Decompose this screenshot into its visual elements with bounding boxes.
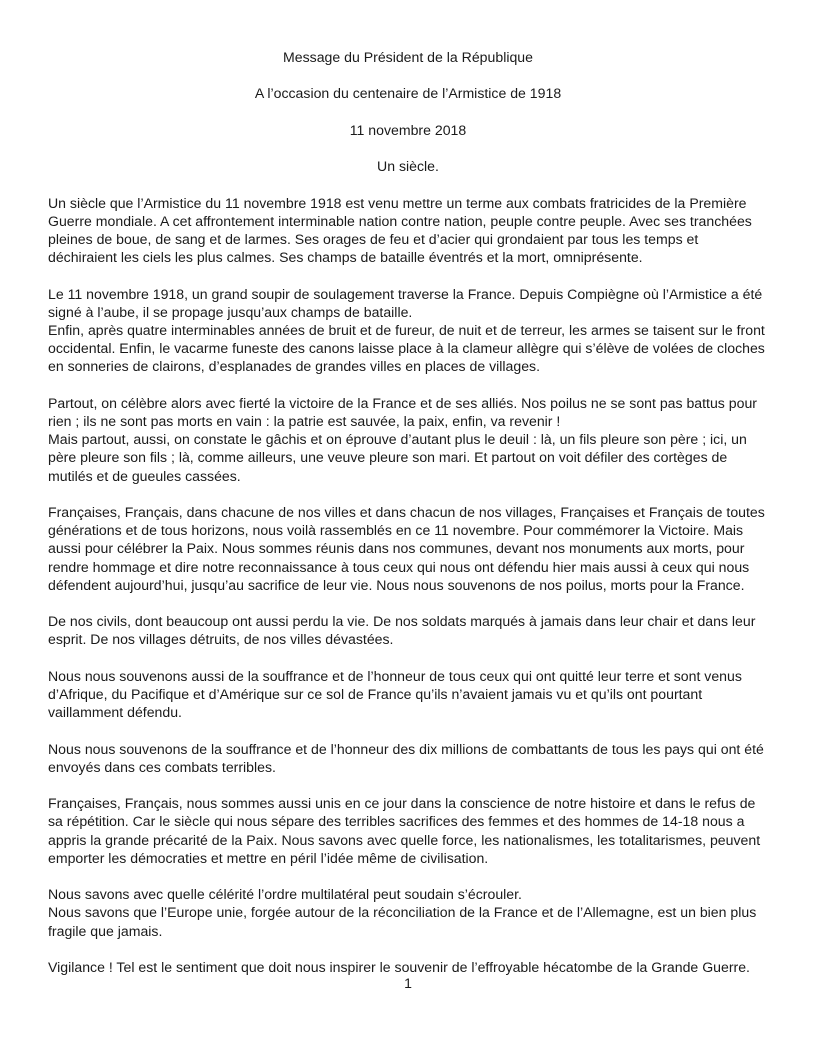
paragraph-8 [48, 794, 768, 867]
paragraph-5 [48, 612, 768, 648]
document-title: Message du Président de la République [283, 49, 533, 65]
document-date: 11 novembre 2018 [349, 121, 467, 138]
paragraph-line: Françaises, Français, nous sommes aussi unis en ce jour dans la conscience de notre histoire et dans le refus de sa répétition. Car le siècle qui nous sépare des terribles sacrifices des femmes et des hommes de 14-18 nous a appris la grande précarité de la Paix. Nous savons avec quelle force, les nationalismes, les totalitarismes, peuvent emporter les démocraties et mettre en péril l’idée même de civilisation. [48, 795, 761, 866]
page-number: 1 [404, 975, 412, 991]
opening-line: Un siècle. [377, 158, 439, 175]
paragraph-line: Nous savons avec quelle célérité l’ordre multilatéral peut soudain s’écrouler. [48, 886, 522, 903]
paragraph-line: Partout, on célèbre alors avec fierté la victoire de la France et de ses alliés. Nos poilus ne se sont pas battus pour rien ; ils ne sont pas morts en vain : la patrie est sauvée, la paix, enfin, va revenir ! [48, 394, 757, 429]
paragraph-line: Un siècle que l’Armistice du 11 novembre 1918 est venu mettre un terme aux combats fratricides de la Première Guerre mondiale. A cet affrontement interminable nation contre nation, peuple contre peuple. Avec ses tranchées pleines de boue, de sang et de larmes. Ses orages de feu et d’acier qui grondaient par tous les temps et déchiraient les ciels les plus calmes. Ses champs de bataille éventrés et la mort, omniprésente. [48, 194, 752, 266]
paragraph-line: Nous savons que l’Europe unie, forgée autour de la réconciliation de la France et de l’Allemagne, est un bien plus fragile que jamais. [48, 904, 757, 939]
paragraph-3 [48, 394, 768, 485]
paragraph-4 [48, 503, 768, 594]
paragraph-line: Mais partout, aussi, on constate le gâchis et on éprouve d’autant plus le deuil : là, un fils pleure son père ; ici, un père pleure son fils ; là, comme ailleurs, une veuve pleure son mari. Et partout on voit défiler des cortèges de mutilés et de gueules cassées. [48, 431, 747, 484]
paragraph-line: De nos civils, dont beaucoup ont aussi perdu la vie. De nos soldats marqués à jamais dans leur chair et dans leur esprit. De nos villages détruits, de nos villes dévastées. [48, 613, 756, 648]
paragraph-line: Enfin, après quatre interminables années de bruit et de fureur, de nuit et de terreur, les armes se taisent sur le front occidental. Enfin, le vacarme funeste des canons laisse place à la clameur allègre qui s’élève de volées de cloches en sonneries de clairons, d’esplanades de grandes villes en places de villages. [48, 321, 765, 375]
paragraph-7 [48, 740, 768, 776]
paragraph-2 [48, 285, 768, 376]
paragraph-6 [48, 667, 768, 722]
paragraph-9 [48, 885, 768, 940]
paragraph-line: Le 11 novembre 1918, un grand soupir de soulagement traverse la France. Depuis Compiègne où l’Armistice a été signé à l’aube, il se propage jusqu’aux champs de bataille. [48, 285, 763, 320]
paragraph-line: Vigilance ! Tel est le sentiment que doit nous inspirer le souvenir de l’effroyable hécatombe de la Grande Guerre. [48, 958, 750, 975]
paragraph-line: Nous nous souvenons aussi de la souffrance et de l’honneur de tous ceux qui ont quitté leur terre et sont venus d’Afrique, du Pacifique et d’Amérique sur ce sol de France qu’ils n’avaient jamais vu et qu’ils ont pourtant vaillamment défendu. [48, 667, 742, 721]
paragraph-line: Nous nous souvenons de la souffrance et de l’honneur des dix millions de combattants de tous les pays qui ont été envoyés dans ces combats terribles. [48, 740, 764, 775]
paragraph-1 [48, 194, 768, 267]
paragraph-line: Françaises, Français, dans chacune de nos villes et dans chacun de nos villages, Françaises et Français de toutes générations et de tous horizons, nous voilà rassemblés en ce 11 novembre. Pour commémorer la Victoire. Mais aussi pour célébrer la Paix. Nous sommes réunis dans nos communes, devant nos monuments aux morts, pour rendre hommage et dire notre reconnaissance à tous ceux qui nous ont défendu hier mais aussi à ceux qui nous défendent aujourd’hui, jusqu’au sacrifice de leur vie. Nous nous souvenons de nos poilus, morts pour la France. [48, 503, 765, 593]
document-subtitle: A l’occasion du centenaire de l’Armistice de 1918 [254, 85, 562, 102]
